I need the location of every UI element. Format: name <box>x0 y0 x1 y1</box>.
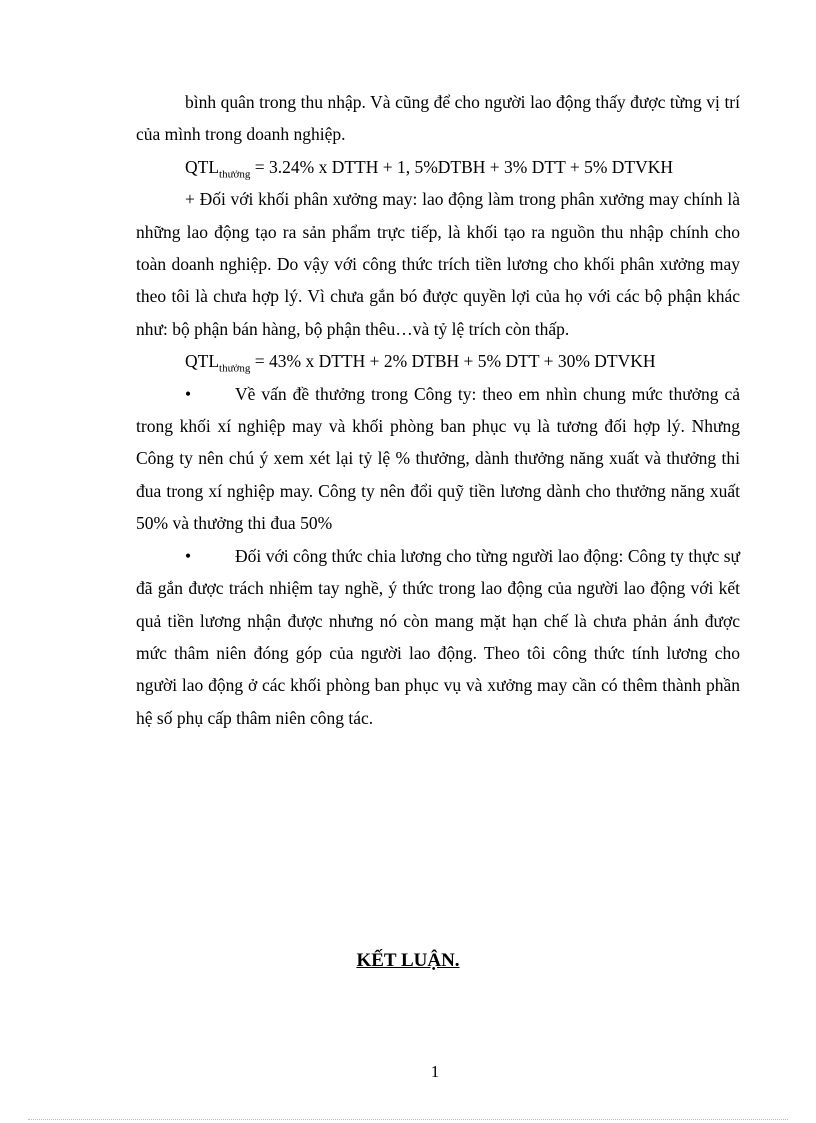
formula-subscript: thưởng <box>219 168 251 181</box>
body-text <box>136 86 740 734</box>
formula-workshop-bonus <box>136 345 740 377</box>
formula-office-bonus <box>136 151 740 183</box>
paragraph-workshop: + Đối với khối phân xưởng may: lao động làm trong phân xưởng may chính là những lao động tạo ra sản phẩm trực tiếp, là khối tạo ra nguồn thu nhập chính cho toàn doanh nghiệp. Do vậy với công thức trích tiền lương cho khối phân xưởng may theo tôi là chưa hợp lý. Vì chưa gắn bó được quyền lợi của họ với các bộ phận khác như: bộ phận bán hàng, bộ phận thêu…và tỷ lệ trích còn thấp. <box>136 189 740 339</box>
formula-prefix: QTL <box>185 156 220 177</box>
page-number: 1 <box>430 1062 440 1081</box>
paragraph-intro: bình quân trong thu nhập. Và cũng để cho người lao động thấy được từng vị trí của mình trong doanh nghiệp. <box>136 92 740 145</box>
bullet-item-salary <box>136 540 740 734</box>
formula-subscript: thưởng <box>219 362 251 375</box>
bullet-icon: • <box>185 545 192 566</box>
conclusion-heading: KẾT LUẬN. <box>356 950 460 971</box>
formula-prefix: QTL <box>185 351 220 372</box>
formula-expression: = 3.24% x DTTH + 1, 5%DTBH + 3% DTT + 5% DTVKH <box>250 156 674 177</box>
bullet-icon: • <box>185 383 192 404</box>
page-bottom-divider <box>28 1119 788 1120</box>
bullet-text: Đối với công thức chia lương cho từng người lao động: Công ty thực sự đã gắn được trách nhiệm tay nghề, ý thức trong lao động của người lao động với kết quả tiền lương nhận được nhưng nó còn mang mặt hạn chế là chưa phản ánh được mức thâm niên đóng góp của người lao động. Theo tôi công thức tính lương cho người lao động ở các khối phòng ban phục vụ và xưởng may cần có thêm thành phần hệ số phụ cấp thâm niên công tác. <box>136 545 740 728</box>
bullet-text: Về vấn đề thưởng trong Công ty: theo em nhìn chung mức thưởng cả trong khối xí nghiệp may và khối phòng ban phục vụ là tương đối hợp lý. Nhưng Công ty nên chú ý xem xét lại tỷ lệ % thưởng, dành thưởng năng xuất và thưởng thi đua trong xí nghiệp may. Công ty nên đổi quỹ tiền lương dành cho thưởng năng xuất 50% và thưởng thi đua 50% <box>136 383 740 534</box>
bullet-item-bonus <box>136 378 740 540</box>
formula-expression: = 43% x DTTH + 2% DTBH + 5% DTT + 30% DTVKH <box>250 351 656 372</box>
